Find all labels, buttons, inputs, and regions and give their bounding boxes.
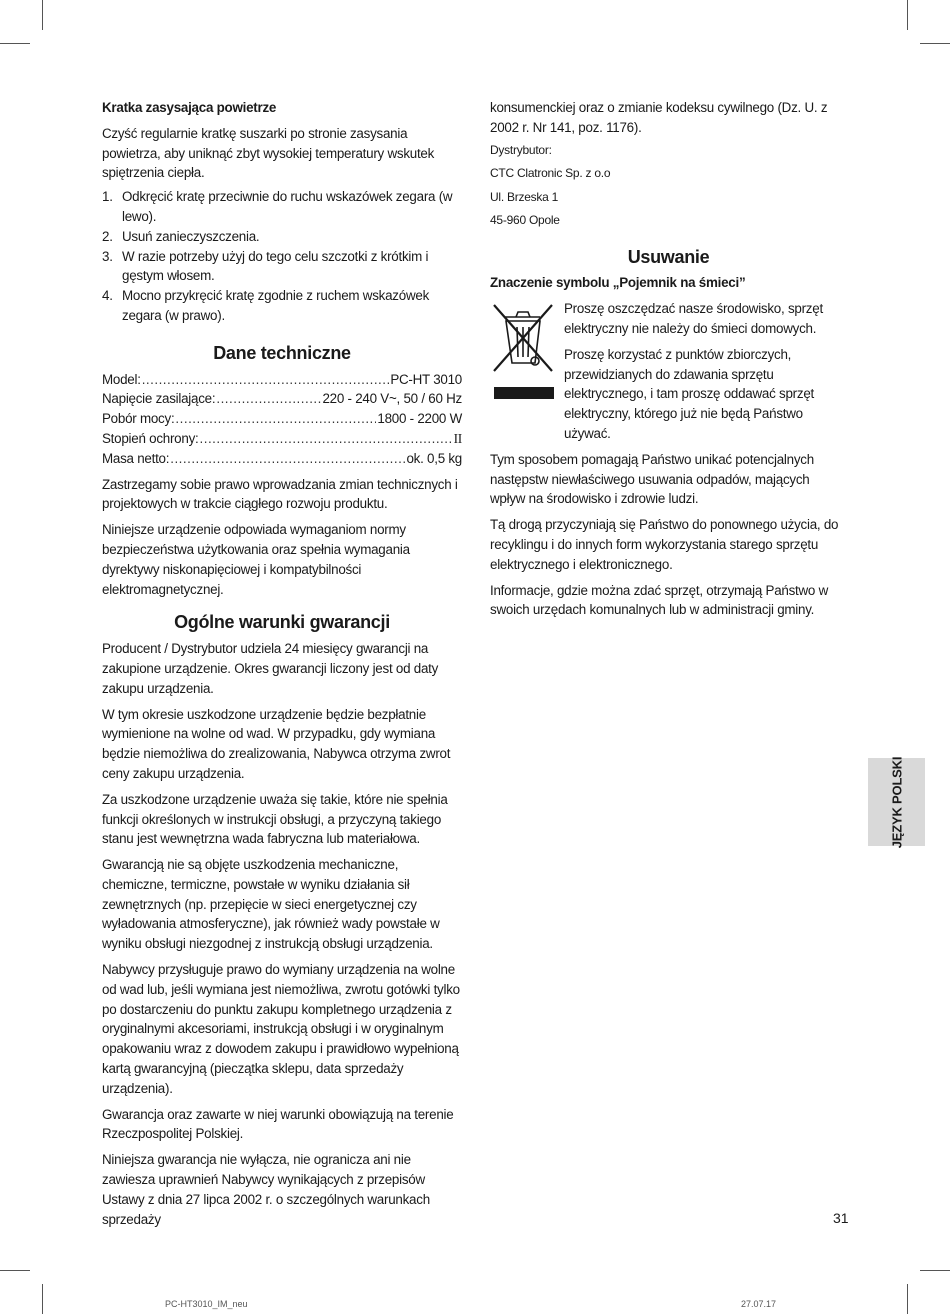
- usuwanie-paragraph: Tą drogą przyczyniają się Państwo do ponownego użycia, do recyklingu i do innych form wykorzystania starego sprzętu elektrycznego i elektronicznego.: [490, 517, 839, 572]
- dane-paragraph: Niniejsze urządzenie odpowiada wymaganiom normy bezpieczeństwa użytkowania oraz spełnia wymagania dyrektywy niskonapięciowej i kompatybilności elektromagnetycznej.: [102, 522, 410, 597]
- list-item: 4. Mocno przykręcić kratę zgodnie z ruchem wskazówek zegara (w prawo).: [102, 288, 430, 323]
- distributor-block: [490, 142, 847, 230]
- continuation-paragraph: konsumenckiej oraz o zmianie kodeksu cywilnego (Dz. U. z 2002 r. Nr 141, poz. 1176).: [490, 100, 828, 135]
- left-column: [102, 98, 462, 1235]
- kratka-intro: Czyść regularnie kratkę suszarki po stronie zasysania powietrza, aby uniknąć zbyt wysokiej temperatury wskutek spiętrzenia ciepła.: [102, 125, 435, 181]
- crop-mark: [920, 1270, 950, 1271]
- right-column: [490, 98, 847, 626]
- gwarancja-paragraph: W tym okresie uszkodzone urządzenie będzie bezpłatnie wymienione na wolne od wad. W przypadku, gdy wymiana będzie niemożliwa do zrealizowania, Nabywca otrzyma zwrot ceny zakupu urządzenia.: [102, 706, 451, 781]
- footer-date: 27.07.17: [741, 1299, 777, 1309]
- crop-mark: [907, 1284, 908, 1314]
- list-item: 2. Usuń zanieczyszczenia.: [102, 228, 260, 244]
- crop-mark: [0, 1270, 30, 1271]
- bin-paragraph: Proszę oszczędzać nasze środowisko, sprzęt elektryczny nie należy do śmieci domowych.: [564, 301, 823, 336]
- page-number: 31: [833, 1210, 849, 1226]
- crop-mark: [0, 43, 30, 44]
- spec-table: [102, 370, 462, 469]
- usuwanie-subheading: Znaczenie symbolu „Pojemnik na śmieci”: [490, 275, 746, 291]
- kratka-steps: [102, 187, 462, 326]
- language-tab-label: JĘZYK POLSKI: [889, 756, 905, 848]
- crop-mark: [920, 43, 950, 44]
- distributor-line: 45-960 Opole: [490, 213, 560, 228]
- kratka-heading: Kratka zasysająca powietrze: [102, 100, 277, 115]
- gwarancja-paragraph: Nabywcy przysługuje prawo do wymiany urządzenia na wolne od wad lub, jeśli wymiana jest niemożliwa, zwrotu gotówki tylko po dostarczeniu do punktu zakupu kompletnego urządzenia z oryginalnymi akcesoriami, instrukcją obsługi i w oryginalnym opakowaniu wraz z dowodem zakupu i prawidłowo wypełnioną kartą gwarancyjną (pieczątka sklepu, data sprzedaży urządzenia).: [102, 962, 460, 1096]
- crop-mark: [42, 1284, 43, 1314]
- distributor-line: CTC Clatronic Sp. z o.o: [490, 166, 611, 181]
- distributor-line: Ul. Brzeska 1: [490, 189, 559, 204]
- list-item: 3. W razie potrzeby użyj do tego celu szczotki z krótkim i gęstym włosem.: [102, 248, 429, 284]
- usuwanie-paragraph: Tym sposobem pomagają Państwo unikać potencjalnych następstw niewłaściwego usuwania odpadów, mających wpływ na środowisko i zdrowie ludzi.: [490, 451, 814, 507]
- spec-row: Pobór mocy: ..... 1800 - 2200 W: [102, 409, 462, 429]
- gwarancja-paragraph: Gwarancja oraz zawarte w niej warunki obowiązują na terenie Rzeczpospolitej Polskiej.: [102, 1106, 454, 1142]
- crossed-out-wheelie-bin-icon: [490, 301, 556, 405]
- bin-paragraph: Proszę korzystać z punktów zbiorczych, przewidzianych do zdawania sprzętu elektrycznego, i tam proszę oddawać sprzęt elektryczny, którego już nie będą Państwo używać.: [564, 346, 814, 441]
- footer-file: PC-HT3010_IM_neu: [165, 1299, 248, 1309]
- crop-mark: [42, 0, 43, 30]
- gwarancja-paragraph: Producent / Dystrybutor udziela 24 miesięcy gwarancji na zakupione urządzenie. Okres gwarancji liczony jest od daty zakupu urządzenia.: [102, 641, 439, 696]
- spec-row: Model: ..... PC-HT 3010: [102, 370, 462, 390]
- list-item: 1. Odkręcić kratę przeciwnie do ruchu wskazówek zegara (w lewo).: [102, 189, 453, 224]
- crop-mark: [907, 0, 908, 30]
- spec-row: Napięcie zasilające: ..... 220 - 240 V~, 50 / 60 Hz: [102, 389, 462, 409]
- dane-heading: Dane techniczne: [213, 342, 351, 363]
- spec-row: Stopień ochrony: ..... II: [102, 429, 462, 449]
- usuwanie-heading: Usuwanie: [627, 246, 710, 267]
- gwarancja-paragraph: Gwarancją nie są objęte uszkodzenia mechaniczne, chemiczne, termiczne, powstałe w wyniku działania sił zewnętrznych (np. przepięcie w sieci energetycznej czy wyładowania atmosferyczne), jak również wady powstałe w wyniku obsługi niezgodnej z instrukcją obsługi urządzenia.: [102, 857, 440, 952]
- distributor-line: Dystrybutor:: [490, 142, 552, 157]
- gwarancja-heading: Ogólne warunki gwarancji: [174, 612, 390, 633]
- bin-section: [490, 299, 847, 444]
- dane-paragraph: Zastrzegamy sobie prawo wprowadzania zmian technicznych i projektowych w trakcie ciągłego rozwoju produktu.: [102, 476, 458, 512]
- gwarancja-paragraph: Za uszkodzone urządzenie uważa się takie, które nie spełnia funkcji określonych w instrukcji obsługi, a przyczyną takiego stanu jest wewnętrzna wada fabryczna lub materiałowa.: [102, 791, 448, 847]
- usuwanie-paragraph: Informacje, gdzie można zdać sprzęt, otrzymają Państwo w swoich urzędach komunalnych lub w administracji gminy.: [490, 582, 829, 618]
- gwarancja-paragraph: Niniejsza gwarancja nie wyłącza, nie ogranicza ani nie zawiesza uprawnień Nabywcy wynikających z przepisów Ustawy z dnia 27 lipca 2002 r. o szczególnych warunkach sprzedaży: [102, 1152, 430, 1227]
- spec-row: Masa netto: ..... ok. 0,5 kg: [102, 449, 462, 469]
- language-tab: [868, 758, 925, 846]
